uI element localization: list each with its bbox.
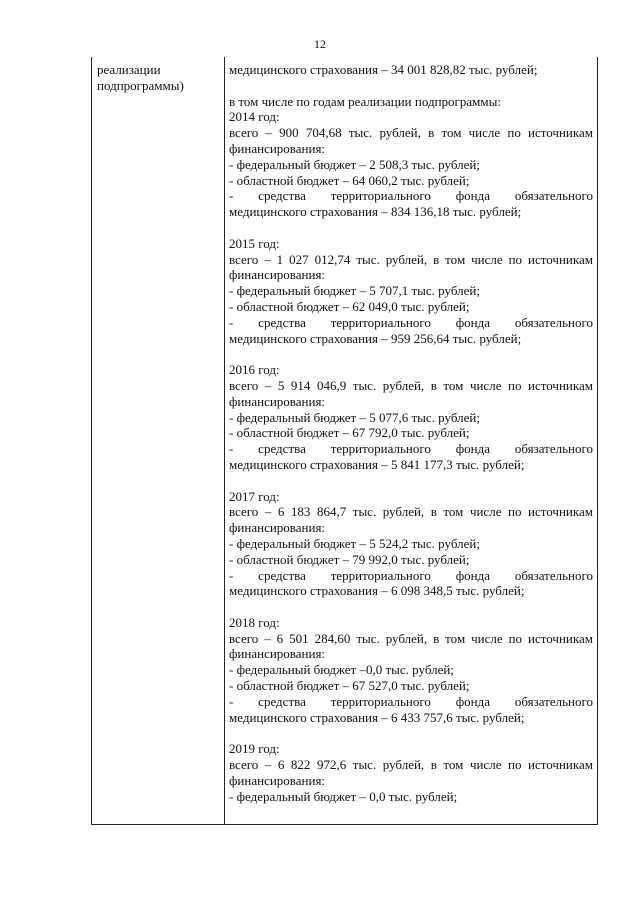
intro-line: медицинского страхования – 34 001 828,82 тыс. рублей;	[229, 62, 538, 77]
federal-budget-line: - федеральный бюджет – 0,0 тыс. рублей;	[229, 788, 458, 804]
regional-budget-line: - областной бюджет – 62 049,0 тыс. рублей;	[229, 298, 470, 314]
total-line-cont: финансирования:	[229, 393, 326, 409]
federal-budget-line: - федеральный бюджет – 2 508,3 тыс. рублей;	[229, 156, 480, 172]
total-line-cont: финансирования:	[229, 267, 326, 283]
year-block-2018	[229, 615, 593, 726]
federal-budget-line: - федеральный бюджет – 5 077,6 тыс. рублей;	[229, 409, 480, 425]
year-heading: 2019 год:	[229, 741, 280, 757]
fund-line-cont: медицинского страхования – 834 136,18 тыс. рублей;	[229, 204, 522, 220]
regional-budget-line: - областной бюджет – 67 527,0 тыс. рублей;	[229, 678, 470, 694]
year-block-2015	[229, 236, 593, 347]
total-line-cont: финансирования:	[229, 646, 326, 662]
year-heading: 2017 год:	[229, 488, 280, 504]
left-cell-line: подпрограммы)	[97, 78, 184, 94]
regional-budget-line: - областной бюджет – 79 992,0 тыс. рублей;	[229, 551, 470, 567]
total-line: всего – 900 704,68 тыс. рублей, в том числе по источникам	[229, 125, 593, 141]
federal-budget-line: - федеральный бюджет – 5 707,1 тыс. рублей;	[229, 283, 480, 299]
year-block-2014	[229, 109, 593, 220]
page-number: 12	[314, 37, 326, 51]
fund-line: - средства территориального фонда обязательного	[229, 188, 593, 204]
year-block-2016	[229, 362, 593, 473]
fund-line-cont: медицинского страхования – 6 433 757,6 тыс. рублей;	[229, 709, 525, 725]
fund-line-cont: медицинского страхования – 6 098 348,5 тыс. рублей;	[229, 583, 525, 599]
year-heading: 2015 год:	[229, 235, 280, 251]
total-line-cont: финансирования:	[229, 140, 326, 156]
regional-budget-line: - областной бюджет – 67 792,0 тыс. рублей;	[229, 425, 470, 441]
fund-line-cont: медицинского страхования – 5 841 177,3 тыс. рублей;	[229, 456, 525, 472]
year-block-2019	[229, 741, 593, 804]
by-years-line: в том числе по годам реализации подпрограммы:	[229, 93, 501, 109]
total-line: всего – 6 822 972,6 тыс. рублей, в том числе по источникам	[229, 757, 593, 773]
total-line: всего – 1 027 012,74 тыс. рублей, в том числе по источникам	[229, 251, 593, 267]
fund-line: - средства территориального фонда обязательного	[229, 693, 593, 709]
year-block-2017	[229, 489, 593, 600]
total-line-cont: финансирования:	[229, 772, 326, 788]
year-heading: 2018 год:	[229, 614, 280, 630]
total-line: всего – 6 183 864,7 тыс. рублей, в том числе по источникам	[229, 504, 593, 520]
total-line-cont: финансирования:	[229, 520, 326, 536]
year-heading: 2014 год:	[229, 109, 280, 125]
total-line: всего – 6 501 284,60 тыс. рублей, в том числе по источникам	[229, 630, 593, 646]
right-cell	[229, 62, 593, 804]
regional-budget-line: - областной бюджет – 64 060,2 тыс. рублей;	[229, 172, 470, 188]
federal-budget-line: - федеральный бюджет – 5 524,2 тыс. рублей;	[229, 535, 480, 551]
fund-line: - средства территориального фонда обязательного	[229, 441, 593, 457]
total-line: всего – 5 914 046,9 тыс. рублей, в том числе по источникам	[229, 377, 593, 393]
fund-line-cont: медицинского страхования – 959 256,64 тыс. рублей;	[229, 330, 522, 346]
left-cell-line: реализации	[97, 62, 161, 77]
funding-table	[91, 57, 598, 825]
fund-line: - средства территориального фонда обязательного	[229, 567, 593, 583]
column-divider	[224, 57, 225, 824]
federal-budget-line: - федеральный бюджет –0,0 тыс. рублей;	[229, 662, 454, 678]
fund-line: - средства территориального фонда обязательного	[229, 314, 593, 330]
left-cell	[97, 62, 222, 94]
year-heading: 2016 год:	[229, 362, 280, 378]
